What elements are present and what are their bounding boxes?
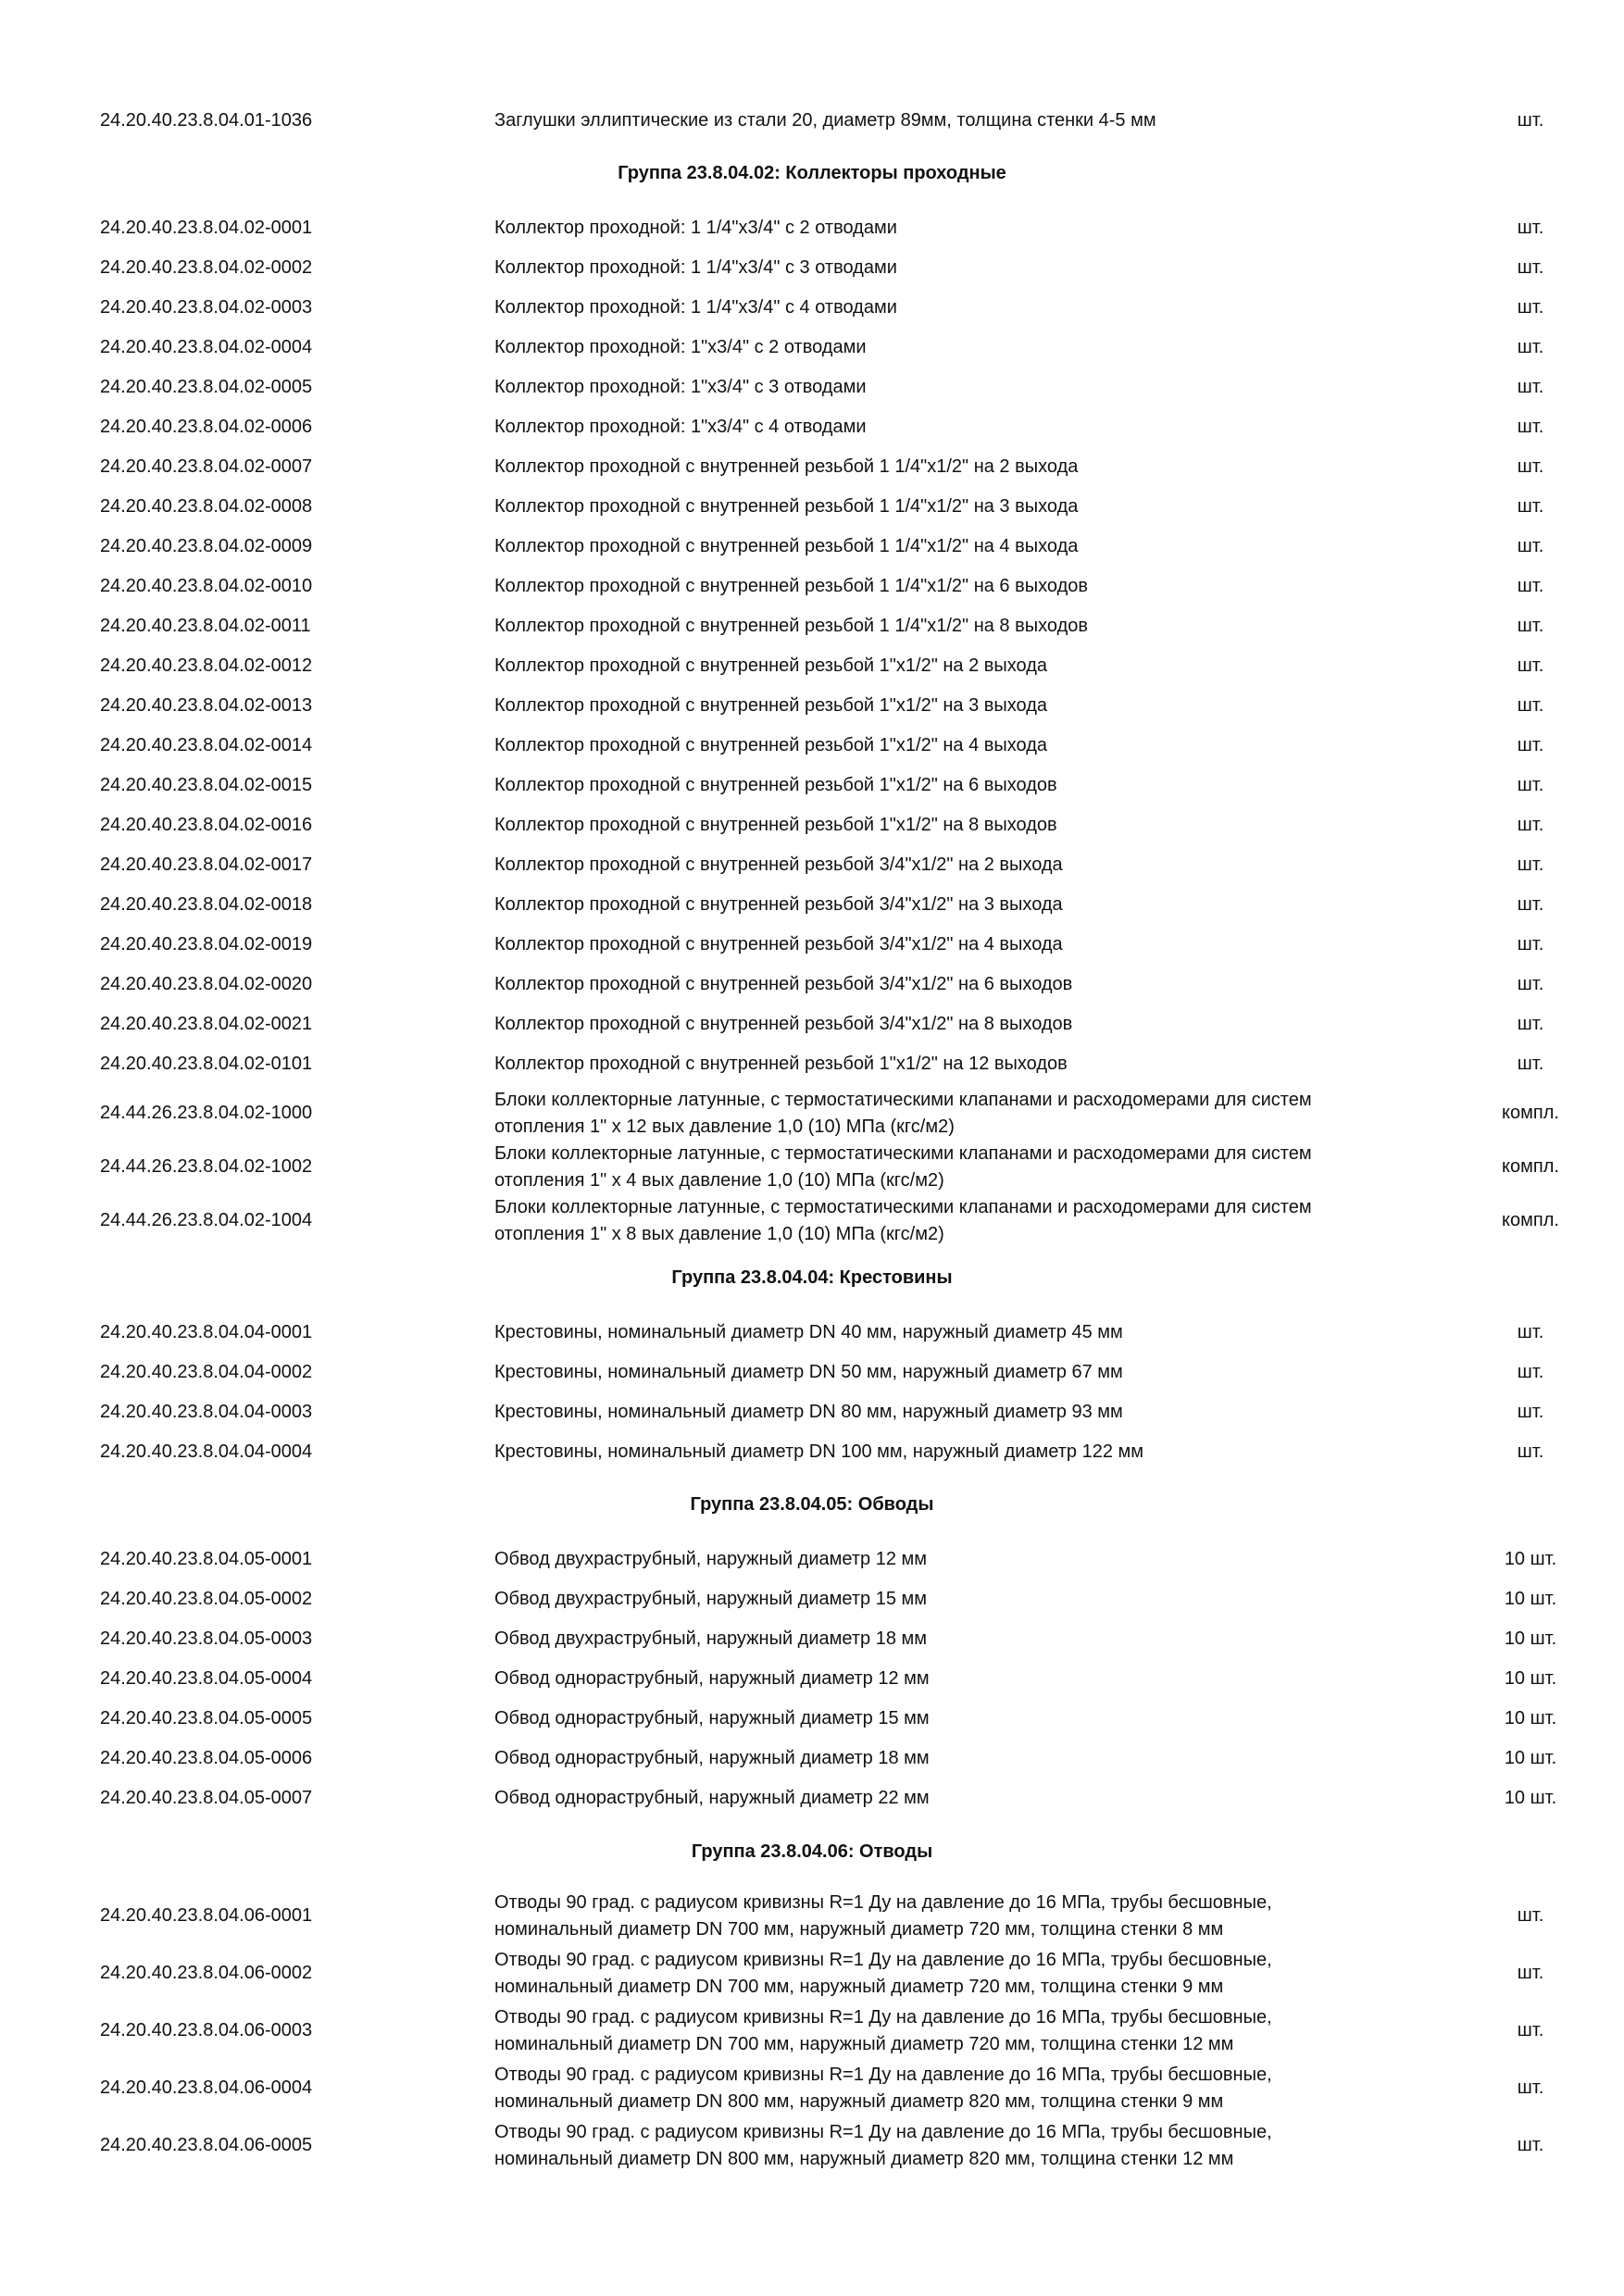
item-unit: шт. [1517, 735, 1544, 755]
item-code: 24.20.40.23.8.04.02-0011 [100, 616, 311, 636]
item-code: 24.20.40.23.8.04.05-0007 [100, 1788, 313, 1808]
item-unit: компл. [1502, 1210, 1559, 1230]
item-code: 24.20.40.23.8.04.02-0016 [100, 815, 313, 835]
item-name-line: Отводы 90 град. с радиусом кривизны R=1 Ду на давление до 16 МПа, трубы бесшовные, [494, 1950, 1272, 1970]
item-name: Коллектор проходной с внутренней резьбой 3/4"х1/2" на 3 выхода [494, 894, 1063, 915]
item-code: 24.20.40.23.8.04.02-0001 [100, 218, 313, 238]
item-unit: шт. [1517, 536, 1544, 556]
item-name [494, 1947, 1420, 2001]
item-code: 24.20.40.23.8.04.02-0010 [100, 576, 313, 596]
item-code: 24.20.40.23.8.04.05-0001 [100, 1549, 313, 1569]
item-code: 24.20.40.23.8.04.06-0005 [100, 2135, 313, 2155]
item-name-line: Отводы 90 град. с радиусом кривизны R=1 Ду на давление до 16 МПа, трубы бесшовные, [494, 2065, 1272, 2085]
item-name-line: номинальный диаметр DN 800 мм, наружный диаметр 820 мм, толщина стенки 12 мм [494, 2149, 1234, 2169]
item-name-line: номинальный диаметр DN 700 мм, наружный диаметр 720 мм, толщина стенки 8 мм [494, 1919, 1224, 1940]
item-unit: шт. [1517, 894, 1544, 915]
item-unit: 10 шт. [1504, 1748, 1557, 1768]
item-unit: шт. [1517, 417, 1544, 437]
item-unit: шт. [1517, 815, 1544, 835]
item-unit: шт. [1517, 1905, 1544, 1926]
item-unit: шт. [1517, 456, 1544, 477]
item-code: 24.20.40.23.8.04.02-0017 [100, 855, 313, 875]
item-unit: компл. [1502, 1103, 1559, 1123]
item-name: Крестовины, номинальный диаметр DN 50 мм, наружный диаметр 67 мм [494, 1362, 1123, 1382]
item-name: Обвод однораструбный, наружный диаметр 22 мм [494, 1788, 930, 1808]
item-code: 24.20.40.23.8.04.05-0002 [100, 1589, 313, 1609]
item-unit: шт. [1517, 695, 1544, 716]
item-code: 24.20.40.23.8.04.05-0003 [100, 1628, 313, 1649]
item-name [494, 2119, 1420, 2173]
item-code: 24.20.40.23.8.04.04-0004 [100, 1441, 313, 1462]
item-code: 24.20.40.23.8.04.04-0002 [100, 1362, 313, 1382]
item-name-line: Отводы 90 град. с радиусом кривизны R=1 Ду на давление до 16 МПа, трубы бесшовные, [494, 2007, 1272, 2028]
item-name: Коллектор проходной с внутренней резьбой 1"х1/2" на 6 выходов [494, 775, 1057, 795]
item-code: 24.44.26.23.8.04.02-1004 [100, 1210, 313, 1230]
item-code: 24.20.40.23.8.04.02-0002 [100, 257, 313, 278]
item-name: Коллектор проходной: 1 1/4"х3/4" с 3 отводами [494, 257, 897, 278]
item-code: 24.20.40.23.8.04.02-0005 [100, 377, 313, 397]
item-name [494, 2004, 1420, 2058]
item-unit: шт. [1517, 496, 1544, 517]
item-name: Коллектор проходной с внутренней резьбой 3/4"х1/2" на 2 выхода [494, 855, 1063, 875]
item-name: Коллектор проходной с внутренней резьбой 1"х1/2" на 8 выходов [494, 815, 1057, 835]
item-unit: шт. [1517, 934, 1544, 955]
item-unit: шт. [1517, 1054, 1544, 1074]
item-name: Обвод двухраструбный, наружный диаметр 18 мм [494, 1628, 928, 1649]
item-name: Коллектор проходной с внутренней резьбой 1 1/4"х1/2" на 3 выхода [494, 496, 1079, 517]
item-unit: 10 шт. [1504, 1589, 1557, 1609]
item-unit: шт. [1517, 2020, 1544, 2040]
item-name: Крестовины, номинальный диаметр DN 100 мм, наружный диаметр 122 мм [494, 1441, 1144, 1462]
item-unit: шт. [1517, 1014, 1544, 1034]
item-unit: 10 шт. [1504, 1668, 1557, 1689]
item-name: Коллектор проходной: 1"х3/4" с 2 отводами [494, 337, 867, 357]
item-name: Обвод однораструбный, наружный диаметр 15 мм [494, 1708, 930, 1728]
item-name: Коллектор проходной с внутренней резьбой 1 1/4"х1/2" на 6 выходов [494, 576, 1088, 596]
item-unit: шт. [1517, 655, 1544, 676]
item-unit: шт. [1517, 2135, 1544, 2155]
item-code: 24.20.40.23.8.04.02-0021 [100, 1014, 313, 1034]
item-name: Коллектор проходной с внутренней резьбой 1 1/4"х1/2" на 4 выхода [494, 536, 1079, 556]
item-name: Обвод однораструбный, наружный диаметр 18 мм [494, 1748, 930, 1768]
group-heading: Группа 23.8.04.05: Обводы [690, 1494, 934, 1515]
item-unit: шт. [1517, 1322, 1544, 1342]
item-unit: шт. [1517, 775, 1544, 795]
item-name: Коллектор проходной с внутренней резьбой 1"х1/2" на 12 выходов [494, 1054, 1068, 1074]
item-name [494, 1890, 1420, 1943]
item-name: Коллектор проходной с внутренней резьбой 1"х1/2" на 2 выхода [494, 655, 1048, 676]
item-code: 24.20.40.23.8.04.02-0008 [100, 496, 313, 517]
item-unit: шт. [1517, 2078, 1544, 2098]
item-code: 24.20.40.23.8.04.02-0101 [100, 1054, 313, 1074]
item-unit: шт. [1517, 377, 1544, 397]
item-unit: шт. [1517, 1963, 1544, 1983]
item-unit: шт. [1517, 1362, 1544, 1382]
item-name: Коллектор проходной с внутренней резьбой 3/4"х1/2" на 6 выходов [494, 974, 1073, 994]
item-code: 24.20.40.23.8.04.02-0014 [100, 735, 313, 755]
item-unit: шт. [1517, 616, 1544, 636]
item-name: Заглушки эллиптические из стали 20, диаметр 89мм, толщина стенки 4-5 мм [494, 110, 1156, 131]
item-code: 24.20.40.23.8.04.02-0012 [100, 655, 313, 676]
item-code: 24.20.40.23.8.04.05-0004 [100, 1668, 313, 1689]
item-code: 24.20.40.23.8.04.02-0018 [100, 894, 313, 915]
item-name: Коллектор проходной с внутренней резьбой 1 1/4"х1/2" на 2 выхода [494, 456, 1079, 477]
item-name-line: отопления 1" х 12 вых давление 1,0 (10) МПа (кгс/м2) [494, 1117, 955, 1137]
group-heading: Группа 23.8.04.04: Крестовины [671, 1267, 953, 1288]
item-code: 24.20.40.23.8.04.02-0013 [100, 695, 313, 716]
item-unit: шт. [1517, 297, 1544, 318]
item-name-line: отопления 1" х 4 вых давление 1,0 (10) МПа (кгс/м2) [494, 1170, 944, 1191]
item-name: Коллектор проходной с внутренней резьбой 3/4"х1/2" на 8 выходов [494, 1014, 1073, 1034]
item-name-line: Блоки коллекторные латунные, с термостатическими клапанами и расходомерами для систем [494, 1143, 1312, 1164]
item-unit: шт. [1517, 1402, 1544, 1422]
item-code: 24.20.40.23.8.04.02-0004 [100, 337, 313, 357]
item-name-line: номинальный диаметр DN 700 мм, наружный диаметр 720 мм, толщина стенки 12 мм [494, 2034, 1234, 2054]
item-code: 24.20.40.23.8.04.02-0003 [100, 297, 313, 318]
item-name: Коллектор проходной: 1 1/4"х3/4" с 4 отводами [494, 297, 897, 318]
item-name [494, 1194, 1420, 1248]
item-name: Коллектор проходной: 1"х3/4" с 3 отводами [494, 377, 867, 397]
group-heading: Группа 23.8.04.06: Отводы [691, 1841, 933, 1862]
item-unit: шт. [1517, 1441, 1544, 1462]
item-name: Обвод однораструбный, наружный диаметр 12 мм [494, 1668, 930, 1689]
item-name: Коллектор проходной с внутренней резьбой 1"х1/2" на 4 выхода [494, 735, 1048, 755]
item-unit: шт. [1517, 257, 1544, 278]
item-unit: 10 шт. [1504, 1628, 1557, 1649]
item-code: 24.20.40.23.8.04.06-0004 [100, 2078, 313, 2098]
item-code: 24.20.40.23.8.04.02-0006 [100, 417, 313, 437]
item-unit: шт. [1517, 218, 1544, 238]
item-unit: шт. [1517, 974, 1544, 994]
item-name: Крестовины, номинальный диаметр DN 40 мм, наружный диаметр 45 мм [494, 1322, 1123, 1342]
item-name [494, 2062, 1420, 2115]
item-name-line: Блоки коллекторные латунные, с термостатическими клапанами и расходомерами для систем [494, 1090, 1312, 1110]
item-code: 24.20.40.23.8.04.02-0009 [100, 536, 313, 556]
item-code: 24.20.40.23.8.04.04-0001 [100, 1322, 313, 1342]
item-unit: шт. [1517, 855, 1544, 875]
item-name [494, 1141, 1420, 1194]
item-name-line: Отводы 90 град. с радиусом кривизны R=1 Ду на давление до 16 МПа, трубы бесшовные, [494, 1892, 1272, 1913]
item-name-line: номинальный диаметр DN 700 мм, наружный диаметр 720 мм, толщина стенки 9 мм [494, 1977, 1224, 1997]
item-name: Обвод двухраструбный, наружный диаметр 12 мм [494, 1549, 928, 1569]
item-name-line: номинальный диаметр DN 800 мм, наружный диаметр 820 мм, толщина стенки 9 мм [494, 2091, 1224, 2112]
item-name [494, 1087, 1420, 1141]
item-code: 24.20.40.23.8.04.06-0003 [100, 2020, 313, 2040]
item-name-line: Отводы 90 град. с радиусом кривизны R=1 Ду на давление до 16 МПа, трубы бесшовные, [494, 2122, 1272, 2142]
item-name: Крестовины, номинальный диаметр DN 80 мм, наружный диаметр 93 мм [494, 1402, 1123, 1422]
group-heading: Группа 23.8.04.02: Коллекторы проходные [618, 163, 1006, 183]
item-code: 24.44.26.23.8.04.02-1002 [100, 1156, 313, 1177]
item-name: Обвод двухраструбный, наружный диаметр 15 мм [494, 1589, 928, 1609]
item-unit: компл. [1502, 1156, 1559, 1177]
item-code: 24.20.40.23.8.04.06-0001 [100, 1905, 313, 1926]
item-name: Коллектор проходной: 1 1/4"х3/4" с 2 отводами [494, 218, 897, 238]
item-unit: шт. [1517, 576, 1544, 596]
item-name: Коллектор проходной с внутренней резьбой 1 1/4"х1/2" на 8 выходов [494, 616, 1088, 636]
item-unit: шт. [1517, 110, 1544, 131]
item-code: 24.20.40.23.8.04.02-0007 [100, 456, 313, 477]
item-unit: шт. [1517, 337, 1544, 357]
item-name: Коллектор проходной: 1"х3/4" с 4 отводами [494, 417, 867, 437]
item-name: Коллектор проходной с внутренней резьбой 1"х1/2" на 3 выхода [494, 695, 1048, 716]
item-name-line: отопления 1" х 8 вых давление 1,0 (10) МПа (кгс/м2) [494, 1224, 944, 1244]
item-code: 24.20.40.23.8.04.02-0019 [100, 934, 313, 955]
item-code: 24.20.40.23.8.04.02-0015 [100, 775, 313, 795]
item-name: Коллектор проходной с внутренней резьбой 3/4"х1/2" на 4 выхода [494, 934, 1063, 955]
item-unit: 10 шт. [1504, 1549, 1557, 1569]
item-unit: 10 шт. [1504, 1708, 1557, 1728]
item-name-line: Блоки коллекторные латунные, с термостатическими клапанами и расходомерами для систем [494, 1197, 1312, 1217]
item-code: 24.20.40.23.8.04.02-0020 [100, 974, 313, 994]
item-code: 24.20.40.23.8.04.05-0005 [100, 1708, 313, 1728]
item-code: 24.20.40.23.8.04.05-0006 [100, 1748, 313, 1768]
item-code: 24.20.40.23.8.04.04-0003 [100, 1402, 313, 1422]
item-unit: 10 шт. [1504, 1788, 1557, 1808]
item-code: 24.44.26.23.8.04.02-1000 [100, 1103, 313, 1123]
item-code: 24.20.40.23.8.04.06-0002 [100, 1963, 313, 1983]
item-code: 24.20.40.23.8.04.01-1036 [100, 110, 313, 131]
